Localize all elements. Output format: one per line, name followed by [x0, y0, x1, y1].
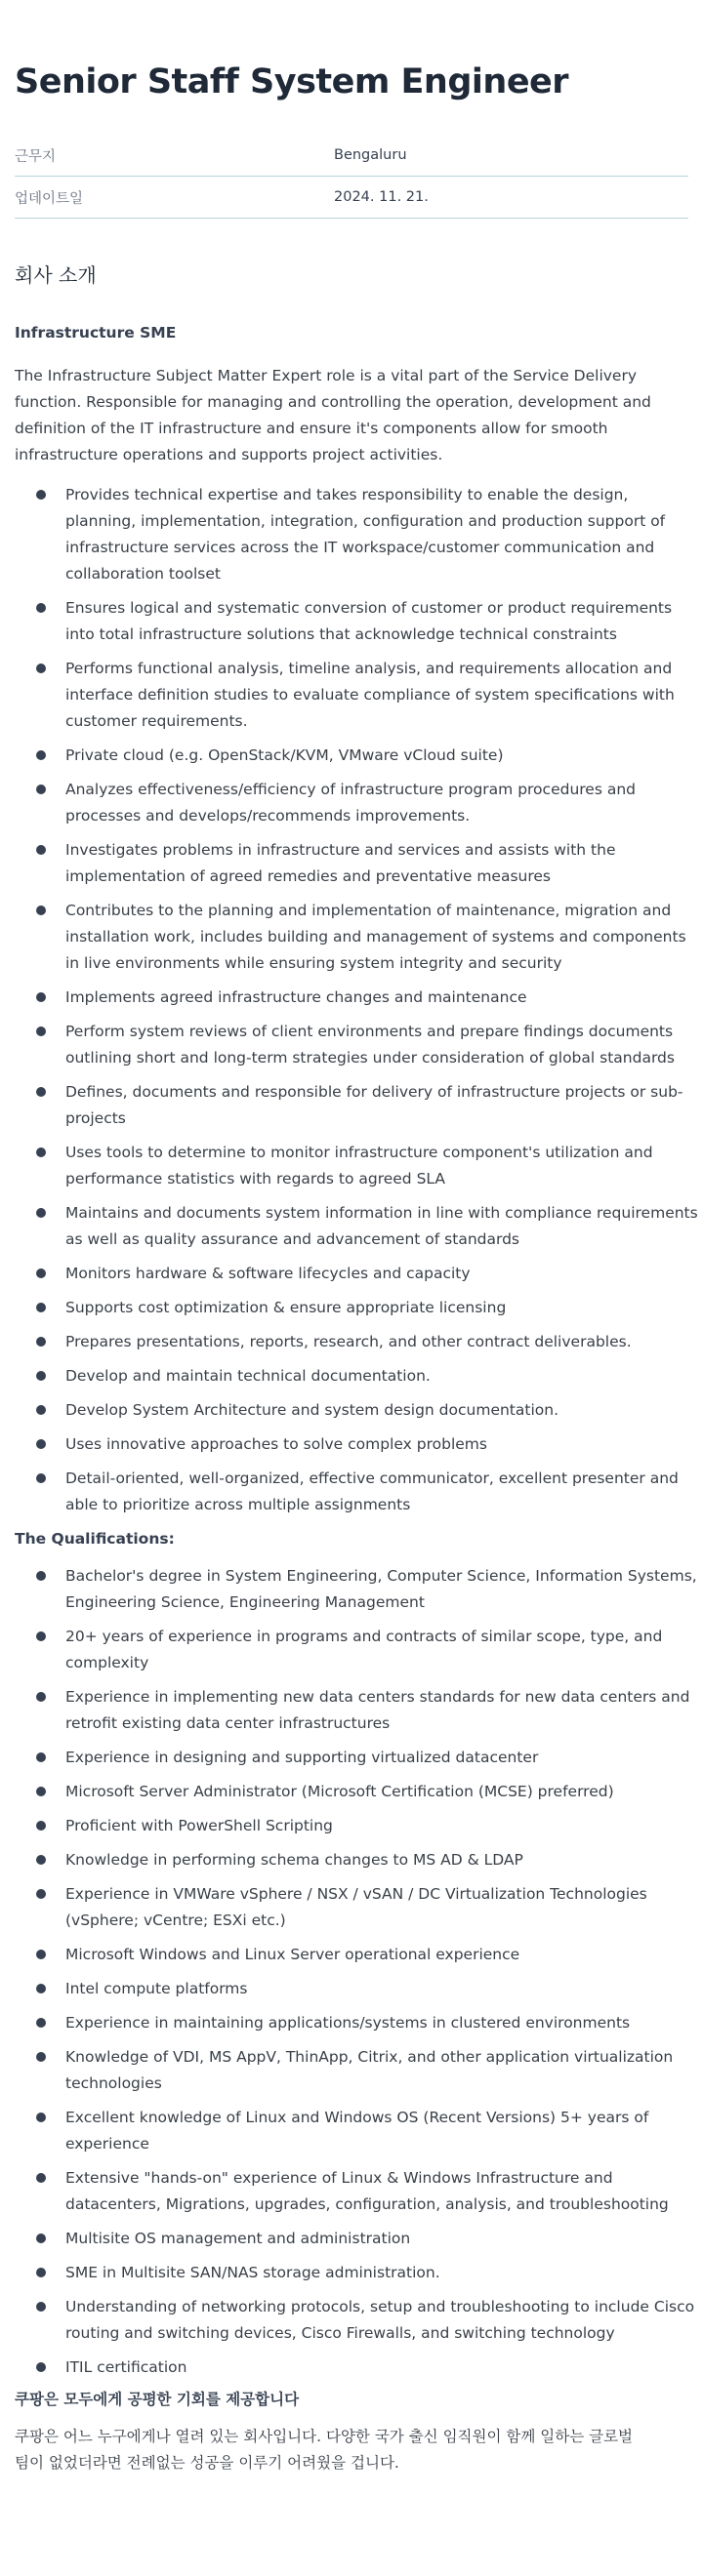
- meta-row-updated: [15, 177, 688, 219]
- responsibility-item-text: Analyzes effectiveness/efficiency of infrastructure program procedures and processes and develops/recommends improvements.: [65, 781, 636, 825]
- qualification-item-text: Understanding of networking protocols, setup and troubleshooting to include Cisco routing and switching devices, Cisco Firewalls, and switching technology: [65, 2298, 695, 2342]
- bullet-dot-icon: [36, 1855, 46, 1865]
- qualification-item: [15, 2226, 698, 2252]
- meta-label-location: 근무지: [15, 148, 57, 165]
- qualification-item: [15, 1847, 698, 1873]
- responsibility-item: [15, 1019, 698, 1071]
- responsibility-item-text: Provides technical expertise and takes responsibility to enable the design, planning, implementation, integration, configuration and production support of infrastructure services across the IT workspace/customer communication and collaboration toolset: [65, 486, 666, 583]
- responsibility-item: [15, 1397, 698, 1424]
- qualification-item: [15, 2294, 698, 2347]
- bullet-dot-icon: [36, 2018, 46, 2028]
- responsibility-item-text: Implements agreed infrastructure changes and maintenance: [65, 988, 527, 1006]
- qualification-item: [15, 1881, 698, 1934]
- bullet-dot-icon: [36, 992, 46, 1002]
- responsibility-item-text: Defines, documents and responsible for delivery of infrastructure projects or sub-projects: [65, 1083, 683, 1127]
- qualification-item: [15, 2260, 698, 2286]
- responsibility-item: [15, 595, 698, 648]
- bullet-dot-icon: [36, 1752, 46, 1762]
- bullet-dot-icon: [36, 1692, 46, 1702]
- qualification-item-text: Multisite OS management and administration: [65, 2230, 411, 2247]
- responsibility-item: [15, 1431, 698, 1458]
- bullet-dot-icon: [36, 1950, 46, 1959]
- bullet-dot-icon: [36, 1439, 46, 1449]
- responsibility-item-text: Performs functional analysis, timeline analysis, and requirements allocation and interface definition studies to evaluate compliance of system specifications with customer requirements.: [65, 660, 675, 730]
- bullet-dot-icon: [36, 1147, 46, 1157]
- qualification-item: [15, 1976, 698, 2002]
- qualification-item-text: Proficient with PowerShell Scripting: [65, 1817, 333, 1834]
- bullet-dot-icon: [36, 1268, 46, 1278]
- qualification-item-text: Knowledge of VDI, MS AppV, ThinApp, Citrix, and other application virtualization technologies: [65, 2048, 674, 2092]
- bullet-dot-icon: [36, 1026, 46, 1036]
- responsibility-item-text: Ensures logical and systematic conversion of customer or product requirements into total infrastructure solutions that acknowledge technical constraints: [65, 599, 673, 643]
- qualification-item: [15, 2044, 698, 2097]
- bullet-dot-icon: [36, 1087, 46, 1097]
- responsibility-item-text: Uses innovative approaches to solve complex problems: [65, 1435, 487, 1453]
- bullet-dot-icon: [36, 750, 46, 760]
- responsibility-item: [15, 837, 698, 890]
- bullet-dot-icon: [36, 2173, 46, 2183]
- responsibilities-list: [15, 482, 698, 1518]
- bullet-dot-icon: [36, 1337, 46, 1347]
- qualification-item-text: Excellent knowledge of Linux and Windows OS (Recent Versions) 5+ years of experience: [65, 2109, 649, 2153]
- responsibility-item-text: Contributes to the planning and implementation of maintenance, migration and installation work, includes building and management of systems and components in live environments while ensuring system integrity and security: [65, 902, 686, 972]
- job-meta: [15, 135, 688, 219]
- bullet-dot-icon: [36, 2052, 46, 2062]
- bullet-dot-icon: [36, 1631, 46, 1641]
- qualification-item-text: SME in Multisite SAN/NAS storage administration.: [65, 2264, 440, 2281]
- responsibility-item-text: Private cloud (e.g. OpenStack/KVM, VMware vCloud suite): [65, 746, 504, 764]
- bullet-dot-icon: [36, 845, 46, 855]
- responsibility-item: [15, 1079, 698, 1132]
- qualification-item: [15, 2165, 698, 2218]
- responsibility-item-text: Prepares presentations, reports, research, and other contract deliverables.: [65, 1333, 632, 1350]
- equal-opportunity-heading: 쿠팡은 모두에게 공평한 기회를 제공합니다: [15, 2391, 300, 2408]
- qualification-item: [15, 2355, 698, 2381]
- responsibility-item: [15, 898, 698, 977]
- qualification-item-text: Experience in implementing new data centers standards for new data centers and retrofit existing data center infrastructures: [65, 1688, 690, 1732]
- responsibility-item-text: Develop System Architecture and system design documentation.: [65, 1401, 558, 1419]
- responsibility-item-text: Supports cost optimization & ensure appropriate licensing: [65, 1299, 507, 1316]
- responsibility-item: [15, 743, 698, 769]
- qualification-item-text: Experience in VMWare vSphere / NSX / vSAN / DC Virtualization Technologies (vSphere; vCentre; ESXi etc.): [65, 1885, 647, 1929]
- qualification-item-text: Experience in maintaining applications/systems in clustered environments: [65, 2014, 631, 2032]
- bullet-dot-icon: [36, 1303, 46, 1312]
- job-title: Senior Staff System Engineer: [15, 62, 569, 101]
- role-intro: The Infrastructure Subject Matter Expert role is a vital part of the Service Delivery function. Responsible for managing and controlling the operation, development and definition of the IT infrastructure and ensure it's components allow for smooth infrastructure operations and supports project activities.: [15, 367, 651, 463]
- bullet-dot-icon: [36, 1821, 46, 1831]
- qualification-item: [15, 1684, 698, 1737]
- responsibility-item-text: Perform system reviews of client environments and prepare findings documents outlining short and long-term strategies under consideration of global standards: [65, 1023, 675, 1067]
- qualifications-list: [15, 1563, 697, 2381]
- responsibility-item: [15, 1200, 698, 1253]
- bullet-dot-icon: [36, 1571, 46, 1581]
- bullet-dot-icon: [36, 2113, 46, 2122]
- qualification-item-text: Experience in designing and supporting virtualized datacenter: [65, 1749, 539, 1766]
- bullet-dot-icon: [36, 2302, 46, 2312]
- responsibility-item: [15, 1261, 698, 1287]
- qualification-item-text: Microsoft Server Administrator (Microsoft Certification (MCSE) preferred): [65, 1783, 614, 1800]
- bullet-dot-icon: [36, 785, 46, 794]
- qualification-item: [15, 1745, 698, 1771]
- bullet-dot-icon: [36, 1473, 46, 1483]
- bullet-dot-icon: [36, 2268, 46, 2277]
- qualification-item-text: Bachelor's degree in System Engineering, Computer Science, Information Systems, Engineering Science, Engineering Management: [65, 1567, 697, 1611]
- responsibility-item: [15, 1295, 698, 1321]
- qualification-item-text: Microsoft Windows and Linux Server operational experience: [65, 1946, 520, 1963]
- company-intro-heading: 회사 소개: [15, 263, 97, 287]
- equal-opportunity-text: 쿠팡은 어느 누구에게나 열려 있는 회사입니다. 다양한 국가 출신 임직원이 함께 일하는 글로벌팀이 없었더라면 전례없는 성공을 이루기 어려웠을 겁니다.: [15, 2428, 634, 2472]
- qualification-item: [15, 1624, 698, 1676]
- qualification-item-text: Intel compute platforms: [65, 1980, 248, 1997]
- qualification-item-text: Knowledge in performing schema changes to MS AD & LDAP: [65, 1851, 523, 1869]
- bullet-dot-icon: [36, 1208, 46, 1218]
- responsibility-item: [15, 482, 698, 587]
- bullet-dot-icon: [36, 1371, 46, 1381]
- qualifications-heading: The Qualifications:: [15, 1530, 175, 1548]
- responsibility-item: [15, 1466, 698, 1518]
- bullet-dot-icon: [36, 1787, 46, 1796]
- bullet-dot-icon: [36, 603, 46, 613]
- role-title: Infrastructure SME: [15, 324, 177, 342]
- qualification-item: [15, 1563, 698, 1616]
- responsibility-item: [15, 777, 698, 829]
- responsibility-item: [15, 985, 698, 1011]
- meta-label-updated: 업데이트일: [15, 190, 84, 207]
- responsibility-item-text: Detail-oriented, well-organized, effective communicator, excellent presenter and able to prioritize across multiple assignments: [65, 1469, 679, 1513]
- responsibility-item-text: Maintains and documents system information in line with compliance requirements as well as quality assurance and advancement of standards: [65, 1204, 698, 1248]
- bullet-dot-icon: [36, 2234, 46, 2243]
- qualification-item: [15, 1942, 698, 1968]
- responsibility-item-text: Investigates problems in infrastructure and services and assists with the implementation of agreed remedies and preventative measures: [65, 841, 616, 885]
- qualification-item: [15, 1779, 698, 1805]
- meta-row-location: [15, 135, 688, 177]
- qualification-item-text: 20+ years of experience in programs and contracts of similar scope, type, and complexity: [65, 1628, 663, 1671]
- responsibility-item-text: Develop and maintain technical documentation.: [65, 1367, 431, 1385]
- qualification-item: [15, 2010, 698, 2036]
- bullet-dot-icon: [36, 906, 46, 915]
- bullet-dot-icon: [36, 1405, 46, 1415]
- bullet-dot-icon: [36, 1889, 46, 1899]
- qualification-item: [15, 1813, 698, 1839]
- meta-value-location: Bengaluru: [334, 147, 407, 163]
- meta-value-updated: 2024. 11. 21.: [334, 189, 429, 205]
- responsibility-item: [15, 1329, 698, 1355]
- bullet-dot-icon: [36, 2362, 46, 2372]
- qualification-item-text: ITIL certification: [65, 2358, 187, 2376]
- responsibility-item: [15, 1363, 698, 1389]
- responsibility-item-text: Monitors hardware & software lifecycles and capacity: [65, 1265, 471, 1282]
- qualification-item: [15, 2105, 698, 2157]
- bullet-dot-icon: [36, 664, 46, 673]
- responsibility-item: [15, 1140, 698, 1192]
- responsibility-item: [15, 656, 698, 735]
- responsibility-item-text: Uses tools to determine to monitor infrastructure component's utilization and performance statistics with regards to agreed SLA: [65, 1144, 653, 1187]
- qualification-item-text: Extensive "hands-on" experience of Linux & Windows Infrastructure and datacenters, Migrations, upgrades, configuration, analysis, and troubleshooting: [65, 2169, 669, 2213]
- bullet-dot-icon: [36, 490, 46, 500]
- bullet-dot-icon: [36, 1984, 46, 1993]
